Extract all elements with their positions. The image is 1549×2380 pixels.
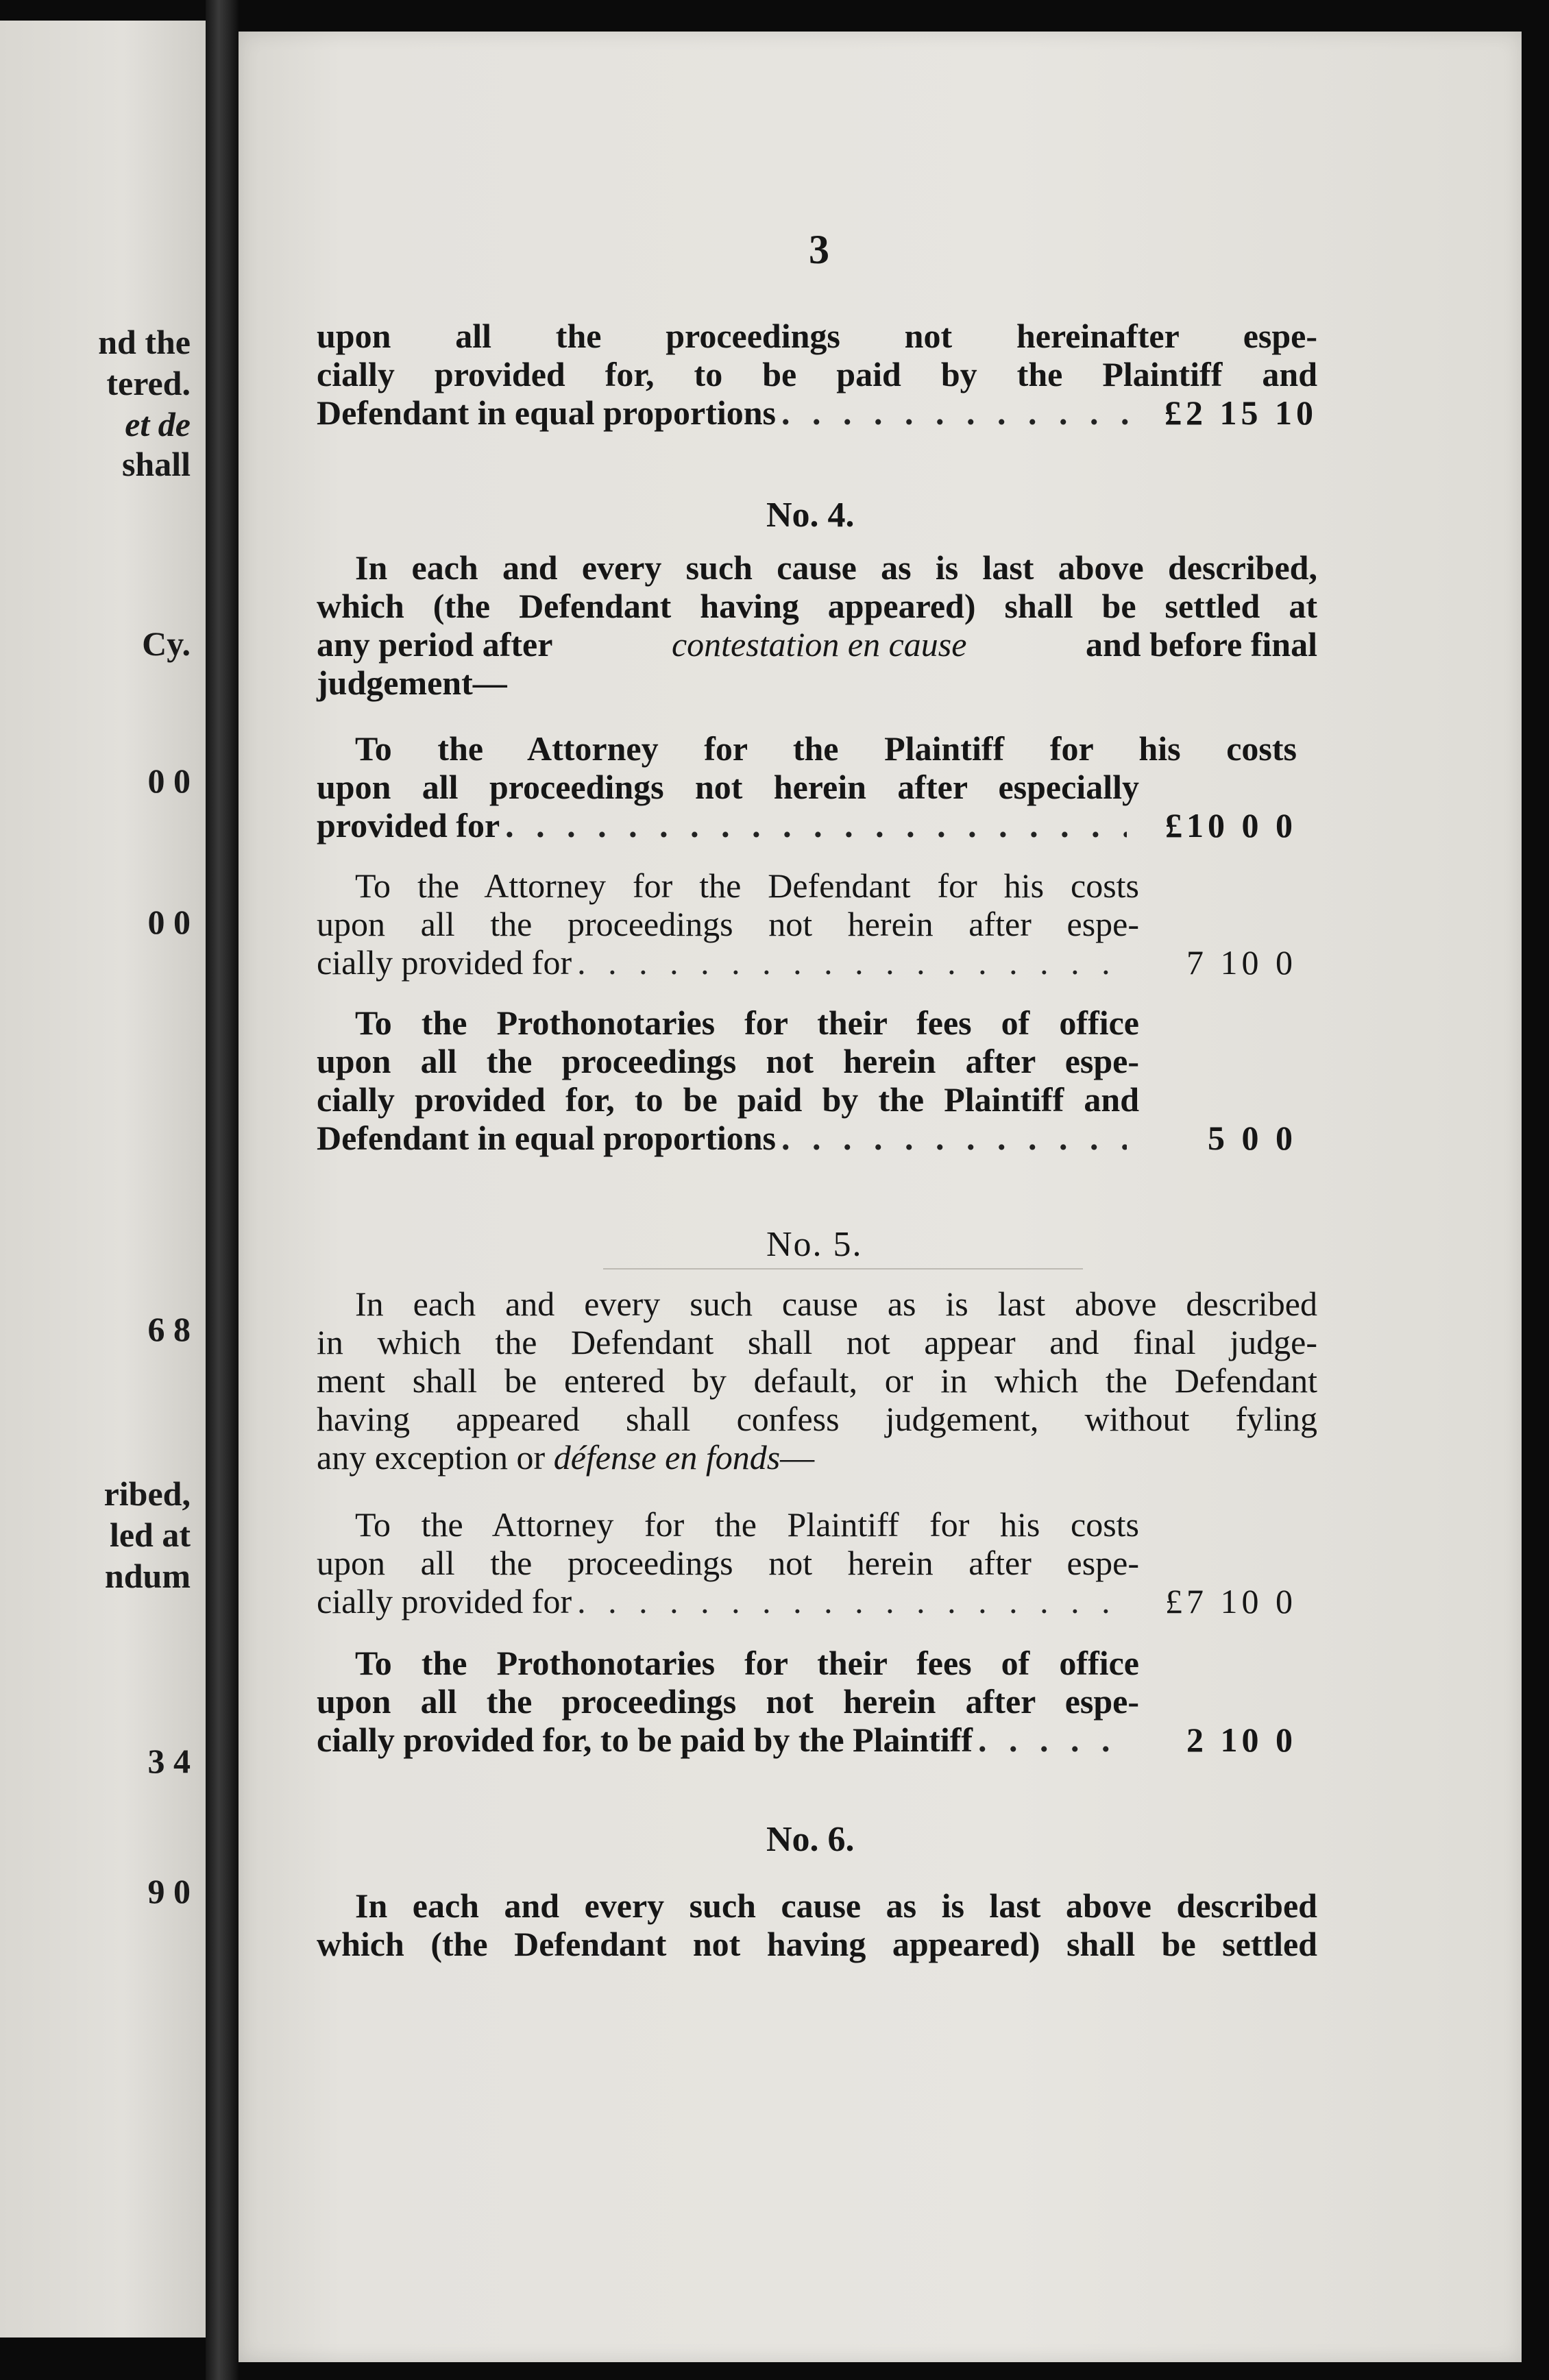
section6-intro [317,1886,1317,1963]
italic-term: contestation en cause [671,625,967,664]
leader-dots [577,943,1127,982]
book-gutter [206,0,239,2380]
intro-paragraph [317,317,1317,432]
fee-amount: £10 0 0 [1165,806,1297,845]
text-line [317,625,1317,664]
text-line: having appeared shall confess judgement, without fyling [317,1400,1317,1438]
text-line: In each and every such cause as is last above described [355,1886,1317,1925]
section4-item-3 [317,1004,1297,1157]
section4-item-2 [317,866,1297,982]
text-line: To the Attorney for the Plaintiff for his costs [355,729,1297,768]
fee-line [317,1721,1297,1759]
leader-dots [978,1721,1127,1759]
faint-rule [603,1268,1083,1270]
text-span: and before final [1086,625,1317,664]
italic-term: défense en fonds [553,1438,781,1477]
text-span: any period after [317,625,553,664]
section-heading-no5: No. 5. [766,1225,863,1264]
fee-amount: £2 15 10 [1164,393,1317,432]
left-page-fragment: 0 0 [147,762,191,800]
fee-description: Defendant in equal proportions [317,1119,777,1157]
section5-item-2 [317,1644,1297,1759]
fee-amount: £7 10 0 [1165,1582,1297,1620]
section-heading-no6: No. 6. [766,1820,855,1859]
left-page-fragment: 3 4 [147,1742,191,1780]
section-heading-no4: No. 4. [766,496,855,535]
left-page-fragment: et de [125,405,191,444]
left-page-fragment: Cy. [142,624,191,663]
left-page-fragment: 0 0 [147,903,191,941]
text-line: upon all the proceedings not herein after espe- [317,1042,1139,1080]
leader-dots [781,1119,1127,1157]
left-page-fragment: nd the [98,323,191,361]
fee-line [317,943,1297,982]
previous-page-strip [0,21,206,2338]
fee-line [317,806,1297,845]
fee-description: Defendant in equal proportions [317,393,777,432]
text-line: To the Prothonotaries for their fees of office [355,1644,1139,1682]
leader-dots [577,1582,1127,1620]
section4-item-1 [317,729,1297,845]
fee-line [317,1582,1297,1620]
fee-line [317,393,1317,432]
left-page-fragment: ribed, [103,1474,191,1513]
bleed-through-text [7,542,14,574]
text-line: judgement— [317,664,507,702]
fee-amount: 5 0 0 [1208,1119,1297,1157]
fee-description: cially provided for, to be paid by the Plaintiff [317,1721,973,1759]
fee-description: provided for [317,806,500,845]
text-line: cially provided for, to be paid by the Plaintiff and [317,1080,1139,1119]
bleed-through-text [685,473,693,508]
text-line: which (the Defendant not having appeared) shall be settled [317,1925,1317,1963]
fee-amount: 7 10 0 [1186,943,1297,982]
left-page-fragment: ndum [104,1557,191,1595]
text-line: To the Attorney for the Plaintiff for his costs [355,1505,1139,1544]
leader-dots [505,806,1127,845]
text-span: — [780,1438,815,1477]
fee-amount: 2 10 0 [1186,1721,1297,1759]
text-line: upon all the proceedings not herein after espe- [317,905,1139,943]
text-line: cially provided for, to be paid by the Plaintiff and [317,355,1317,393]
fee-description: cially provided for [317,1582,572,1620]
fee-description: cially provided for [317,943,572,982]
text-line: ment shall be entered by default, or in which the Defendant [317,1361,1317,1400]
left-page-fragment: 9 0 [147,1872,191,1910]
text-line: In each and every such cause as is last above described [355,1285,1317,1323]
text-span: any exception or [317,1438,554,1477]
section5-intro [317,1285,1317,1477]
left-page-fragment: led at [109,1516,191,1554]
left-page-fragment: 6 8 [147,1310,191,1348]
page-number: 3 [809,227,829,272]
leader-dots [781,393,1147,432]
text-line: upon all proceedings not herein after especially [317,768,1139,806]
text-line: upon all the proceedings not hereinafter espe- [317,317,1317,355]
text-line: upon all the proceedings not herein after espe- [317,1544,1139,1582]
fee-line [317,1119,1297,1157]
text-line: upon all the proceedings not herein after espe- [317,1682,1139,1721]
text-line: To the Attorney for the Defendant for his costs [355,866,1139,905]
text-line [317,1438,1317,1477]
text-line: In each and every such cause as is last above described, [355,548,1317,587]
text-line: which (the Defendant having appeared) shall be settled at [317,587,1317,625]
section5-item-1 [317,1505,1297,1620]
text-line: in which the Defendant shall not appear and final judge- [317,1323,1317,1361]
left-page-fragment: shall [121,445,191,483]
section4-intro [317,548,1317,702]
text-line: To the Prothonotaries for their fees of office [355,1004,1139,1042]
left-page-fragment: tered. [106,364,191,402]
